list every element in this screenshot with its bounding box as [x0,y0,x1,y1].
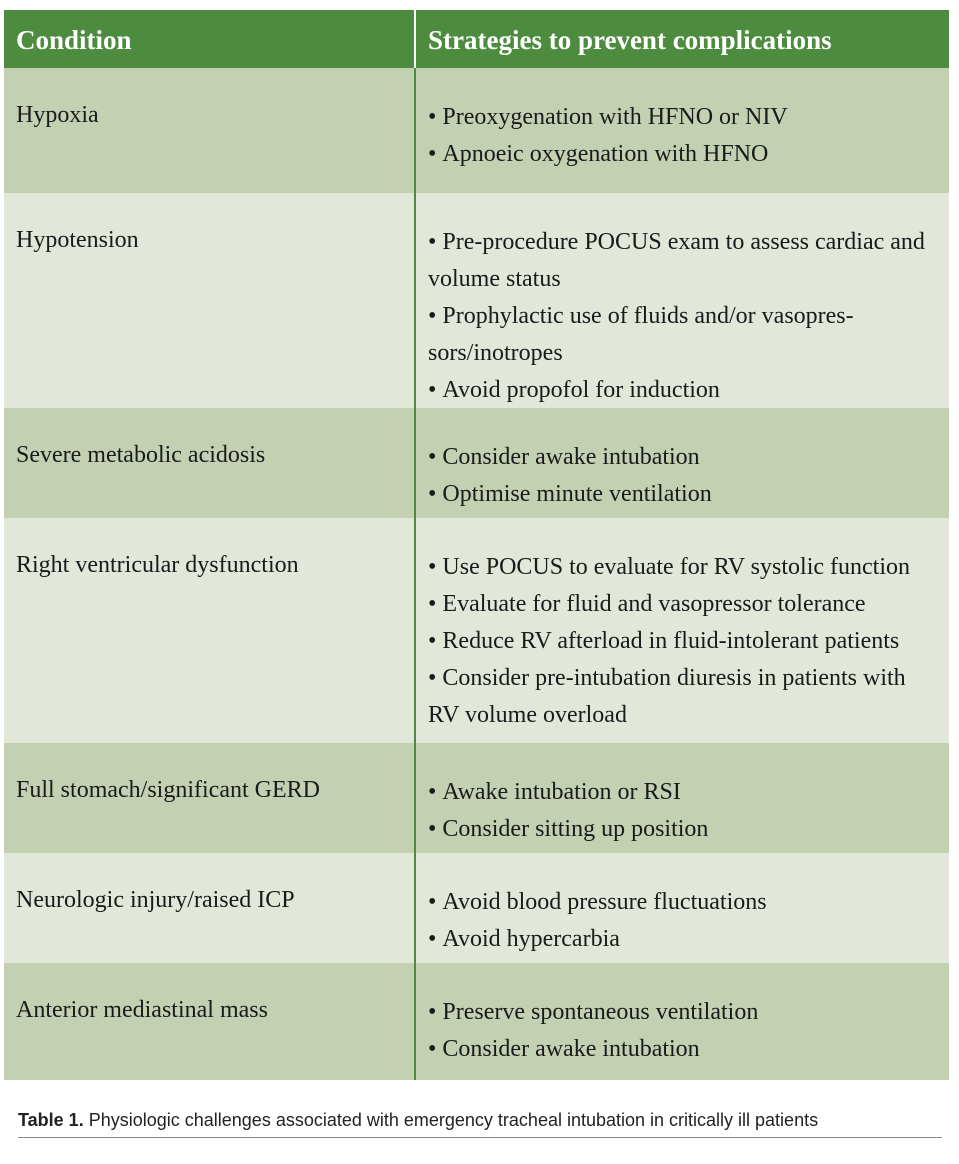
strategies-cell [416,193,949,408]
strategy-item: • Reduce RV afterload in fluid-intolerant patients [428,628,900,654]
table-row [4,408,949,518]
caption-text: Physiologic challenges associated with emergency tracheal intubation in critically ill patients [83,1110,819,1130]
strategy-item: • Optimise minute ventilation [428,481,712,507]
table-row [4,963,949,1080]
caption-label: Table 1. [18,1110,84,1130]
strategy-item: • Avoid hypercarbia [428,926,620,952]
strategies-cell [416,963,949,1080]
strategy-item: • Pre-procedure POCUS exam to assess cardiac and volume status [428,229,925,292]
table-row [4,68,949,193]
strategy-item: • Avoid propofol for induction [428,377,720,403]
strategy-item: • Preserve spontaneous ventilation [428,999,759,1025]
strategies-cell [416,408,949,518]
condition-cell: Hypoxia [4,68,416,193]
strategy-item: • Evaluate for fluid and vasopressor tolerance [428,591,866,617]
table-row [4,853,949,963]
strategy-item: • Prophylactic use of fluids and/or vasopres-sors/inotropes [428,303,854,366]
strategy-item: • Consider pre-intubation diuresis in patients with RV volume overload [428,665,906,728]
header-strategies: Strategies to prevent complications [428,25,832,55]
strategy-item: • Use POCUS to evaluate for RV systolic function [428,554,910,580]
strategy-item: • Consider awake intubation [428,444,700,470]
header-condition: Condition [4,10,416,68]
strategies-cell [416,853,949,963]
condition-cell: Right ventricular dysfunction [4,518,416,743]
complications-table [4,10,949,1080]
strategy-item: • Awake intubation or RSI [428,779,681,805]
strategy-item: • Consider awake intubation [428,1036,700,1062]
condition-cell: Neurologic injury/raised ICP [4,853,416,963]
strategy-item: • Preoxygenation with HFNO or NIV [428,104,788,130]
table-row [4,518,949,743]
strategy-item: • Apnoeic oxygenation with HFNO [428,141,769,167]
condition-cell: Severe metabolic acidosis [4,408,416,518]
table-row [4,743,949,853]
condition-cell: Anterior mediastinal mass [4,963,416,1080]
condition-cell: Hypotension [4,193,416,408]
strategy-item: • Avoid blood pressure fluctuations [428,889,767,915]
table-row [4,193,949,408]
strategy-item: • Consider sitting up position [428,816,709,842]
strategies-cell [416,743,949,853]
strategies-cell [416,518,949,743]
table-header [4,10,949,68]
strategies-cell [416,68,949,193]
condition-cell: Full stomach/significant GERD [4,743,416,853]
table-caption [18,1110,942,1138]
